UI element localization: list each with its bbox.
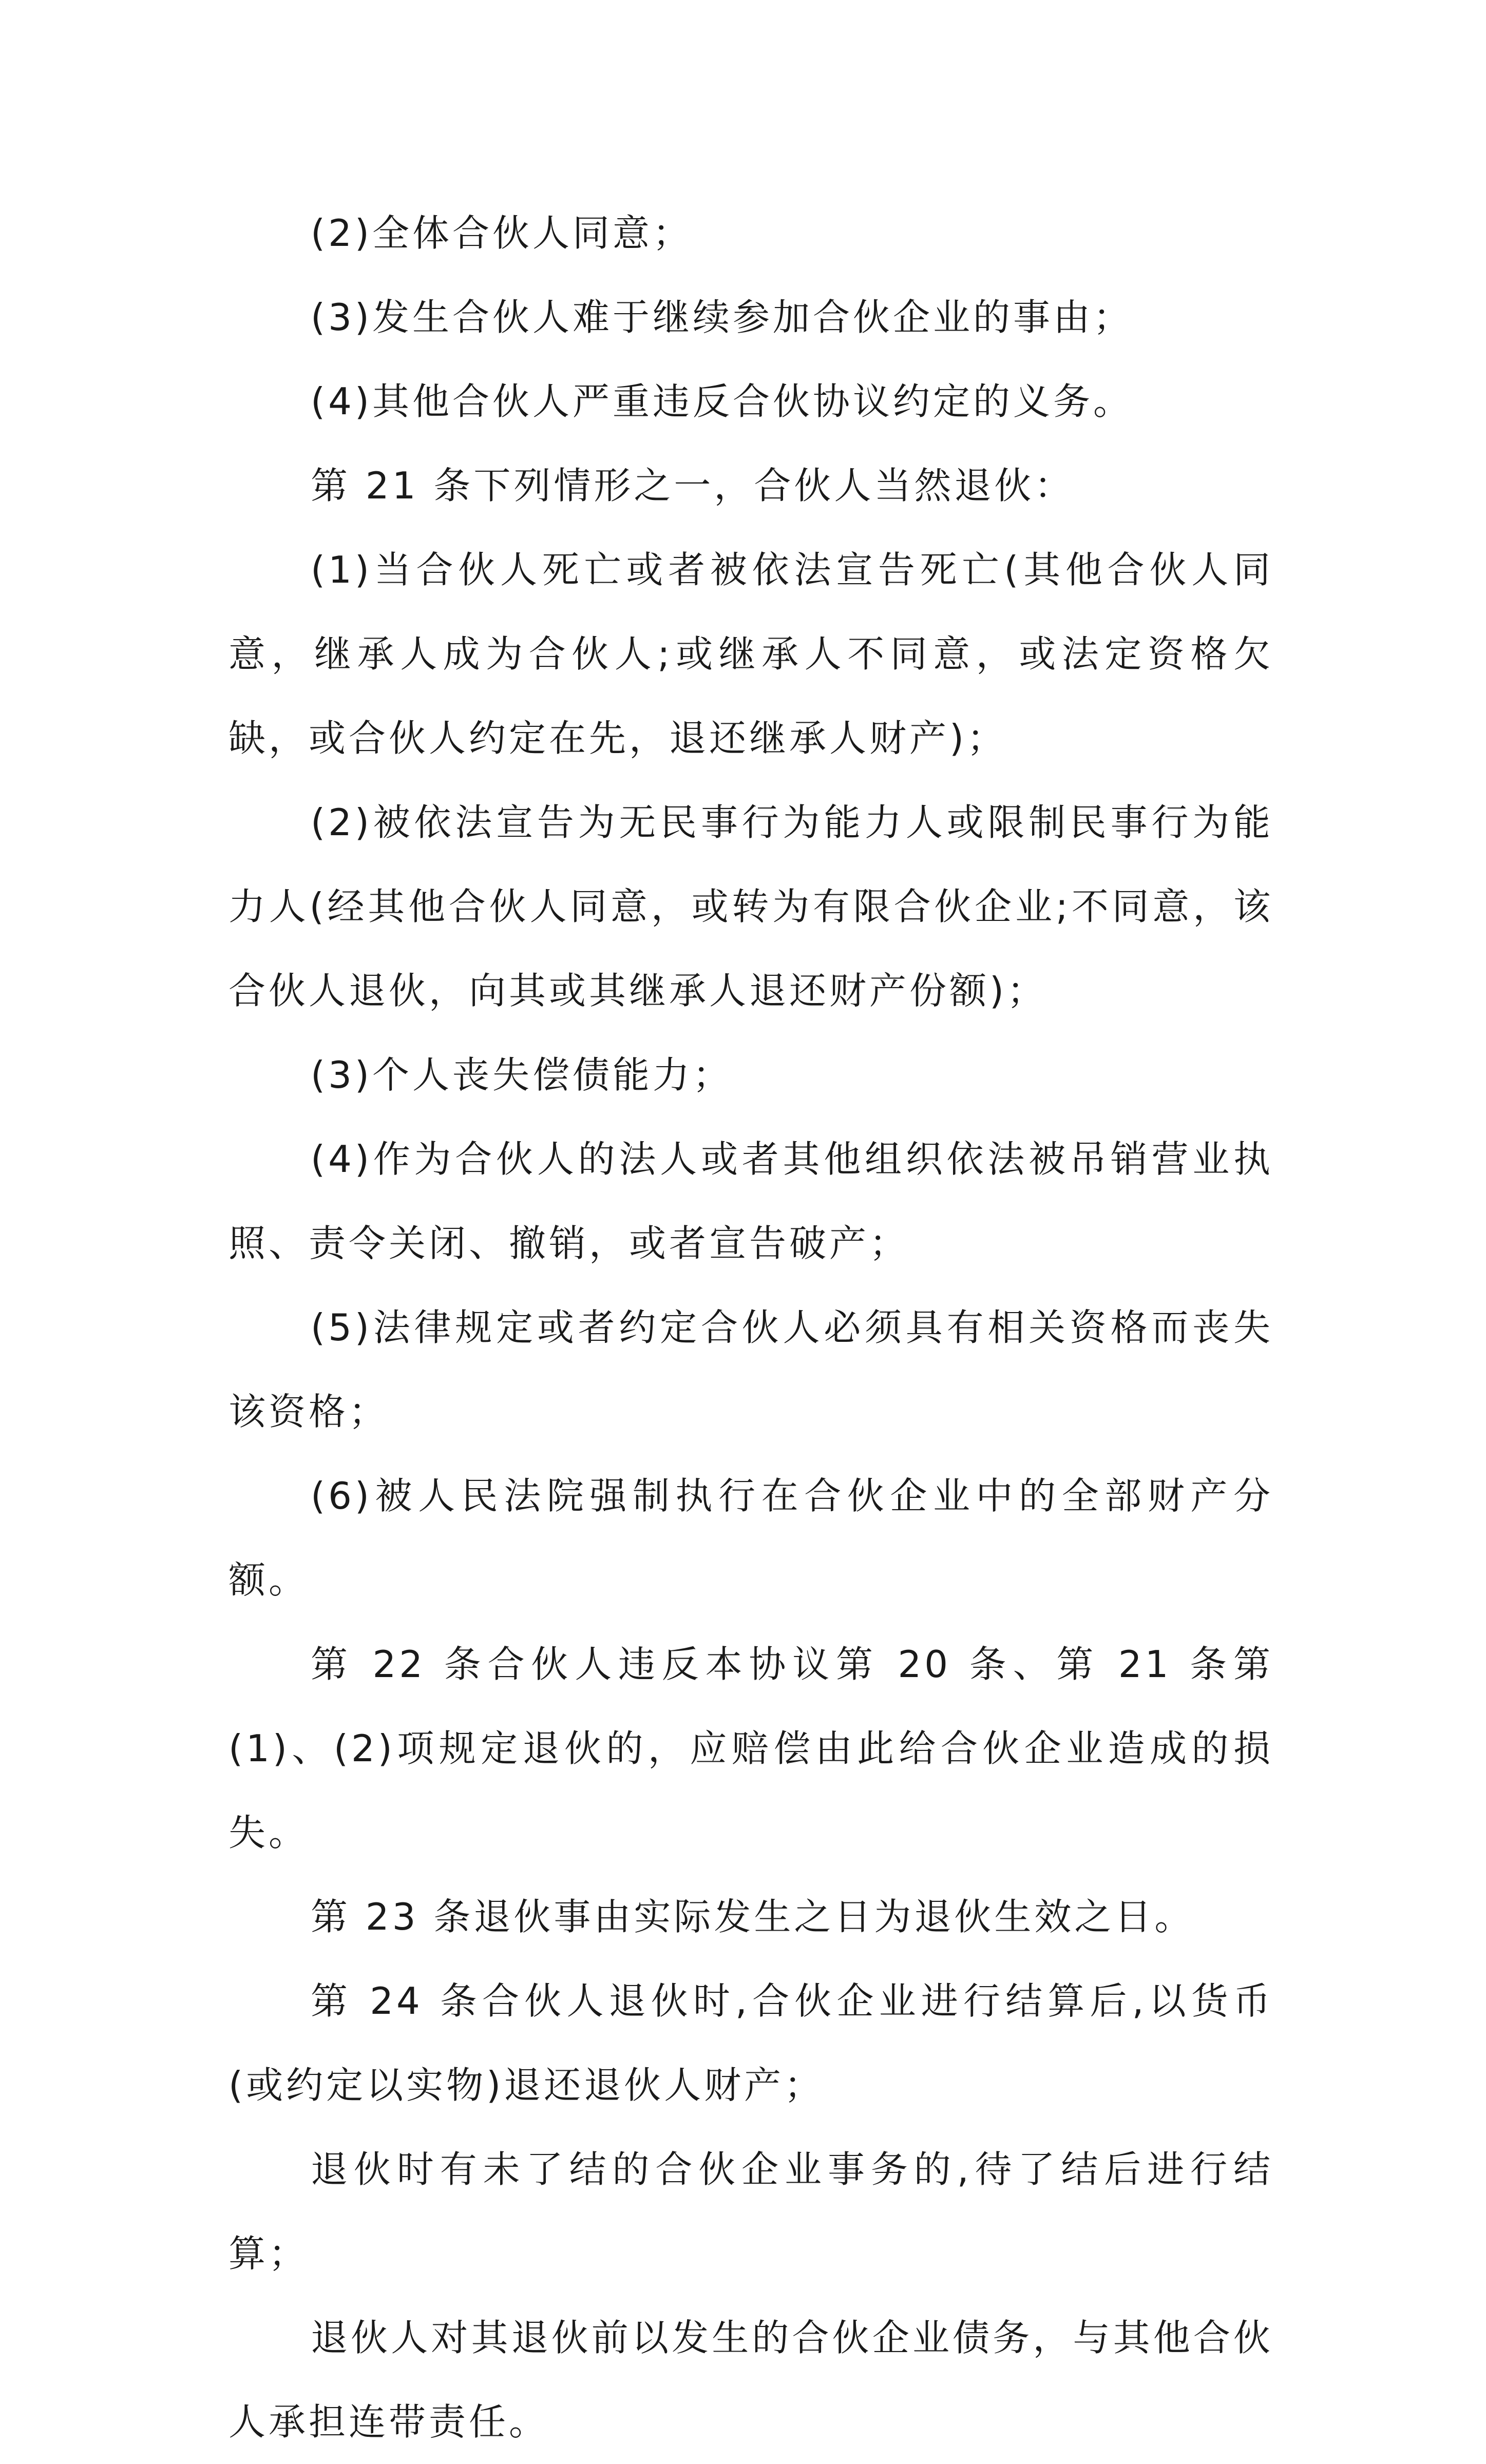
paragraph-article-23: 第 23 条退伙事由实际发生之日为退伙生效之日。 [311,1895,1195,1938]
paragraph-item-3-difficulty: (3)发生合伙人难于继续参加合伙企业的事由； [311,296,1133,339]
paragraph-article-21-item-5: (5)法律规定或者约定合伙人必须具有相关资格而丧失该资格； [228,1306,1273,1433]
paragraph-article-21-item-4: (4)作为合伙人的法人或者其他组织依法被吊销营业执照、责令关闭、撤销，或者宣告破产； [228,1138,1273,1265]
paragraph-article-21: 第 21 条下列情形之一，合伙人当然退伙： [311,464,1075,507]
paragraph-article-24: 第 24 条合伙人退伙时,合伙企业进行结算后,以货币(或约定以实物)退还退伙人财产； [228,1979,1273,2107]
paragraph-article-21-item-2: (2)被依法宣告为无民事行为能力人或限制民事行为能力人(经其他合伙人同意，或转为有限合伙企业;不同意，该合伙人退伙，向其或其继承人退还财产份额)； [228,801,1273,1012]
paragraph-article-24-unsettled: 退伙时有未了结的合伙企业事务的,待了结后进行结算； [228,2148,1273,2275]
paragraph-article-24-liability: 退伙人对其退伙前以发生的合伙企业债务，与其他合伙人承担连带责任。 [228,2316,1273,2443]
paragraph-article-21-item-3: (3)个人丧失偿债能力； [311,1053,733,1096]
document-body [228,191,1273,2464]
paragraph-article-21-item-6: (6)被人民法院强制执行在合伙企业中的全部财产分额。 [228,1474,1273,1602]
paragraph-item-2-consent: (2)全体合伙人同意； [311,211,693,255]
paragraph-item-4-violation: (4)其他合伙人严重违反合伙协议约定的义务。 [311,380,1133,423]
paragraph-article-22: 第 22 条合伙人违反本协议第 20 条、第 21 条第(1)、(2)项规定退伙的，应赔偿由此给合伙企业造成的损失。 [228,1643,1273,1854]
paragraph-article-21-item-1: (1)当合伙人死亡或者被依法宣告死亡(其他合伙人同意，继承人成为合伙人;或继承人不同意，或法定资格欠缺，或合伙人约定在先，退还继承人财产)； [228,548,1273,760]
